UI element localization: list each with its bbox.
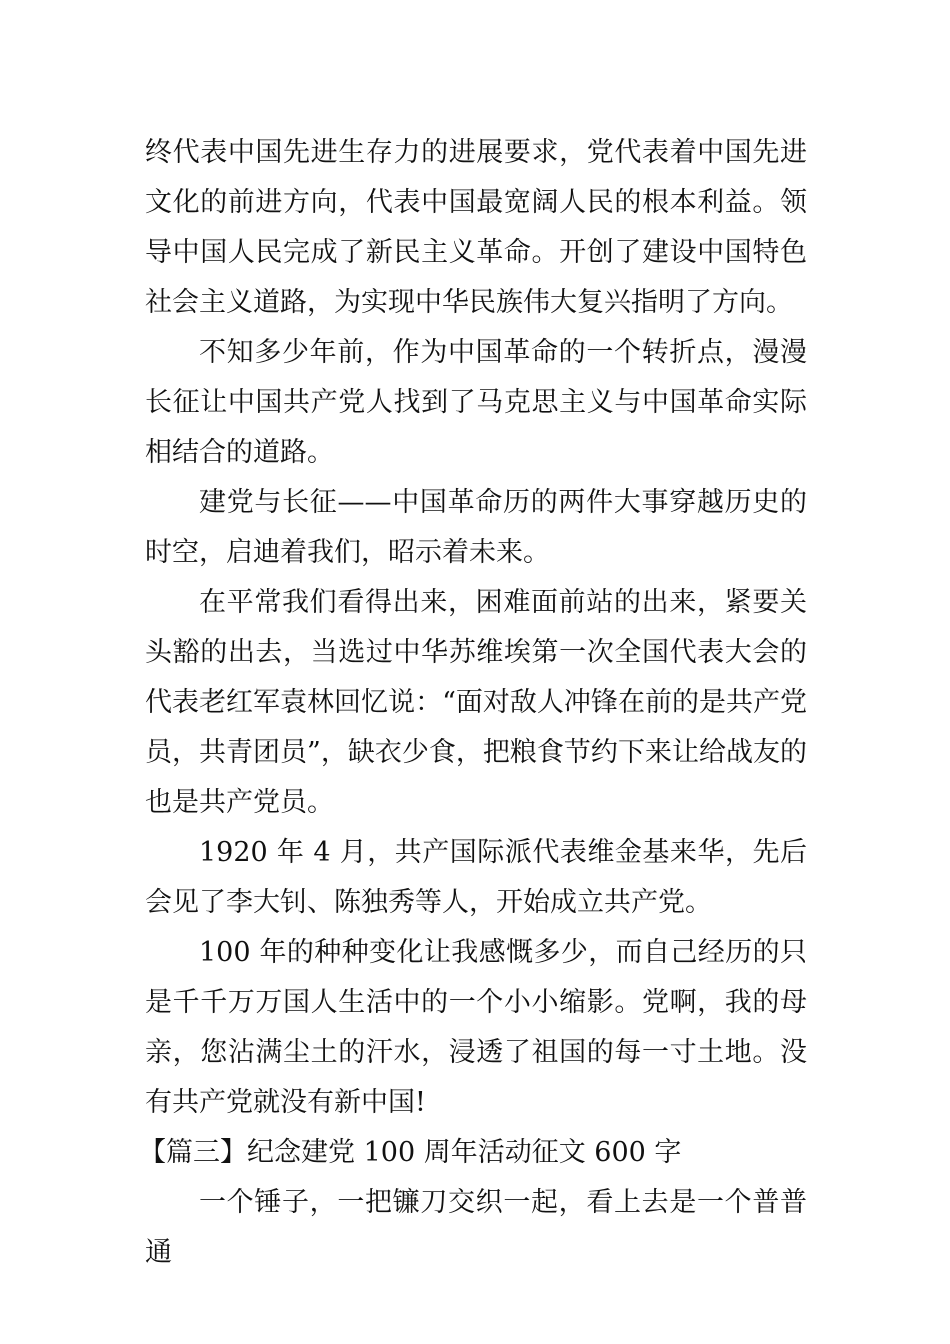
paragraph-1: 终代表中国先进生存力的进展要求，党代表着中国先进文化的前进方向，代表中国最宽阔人民的根本利益。领导中国人民完成了新民主义革命。开创了建设中国特色社会主义道路，为实现中华民族伟大复兴指明了方向。 [145,137,807,318]
paragraph-3: 建党与长征——中国革命历的两件大事穿越历史的时空，启迪着我们，昭示着未来。 [145,487,807,568]
paragraph-5: 1920 年 4 月，共产国际派代表维金基来华，先后会见了李大钊、陈独秀等人，开始成立共产党。 [145,837,807,918]
paragraph-4: 在平常我们看得出来，困难面前站的出来，紧要关头豁的出去，当选过中华苏维埃第一次全国代表大会的代表老红军袁林回忆说：“面对敌人冲锋在前的是共产党员，共青团员”，缺衣少食，把粮食节约下来让给战友的也是共产党员。 [145,587,807,818]
document-body [139,128,807,1278]
paragraph-2: 不知多少年前，作为中国革命的一个转折点，漫漫长征让中国共产党人找到了马克思主义与中国革命实际相结合的道路。 [145,337,807,468]
section-heading: 【篇三】纪念建党 100 周年活动征文 600 字 [139,1137,682,1168]
paragraph-7: 一个锤子，一把镰刀交织一起，看上去是一个普普通 [145,1187,807,1268]
paragraph-6: 100 年的种种变化让我感慨多少，而自己经历的只是千千万万国人生活中的一个小小缩影。党啊，我的母亲，您沾满尘土的汗水，浸透了祖国的每一寸土地。没有共产党就没有新中国! [145,937,807,1118]
